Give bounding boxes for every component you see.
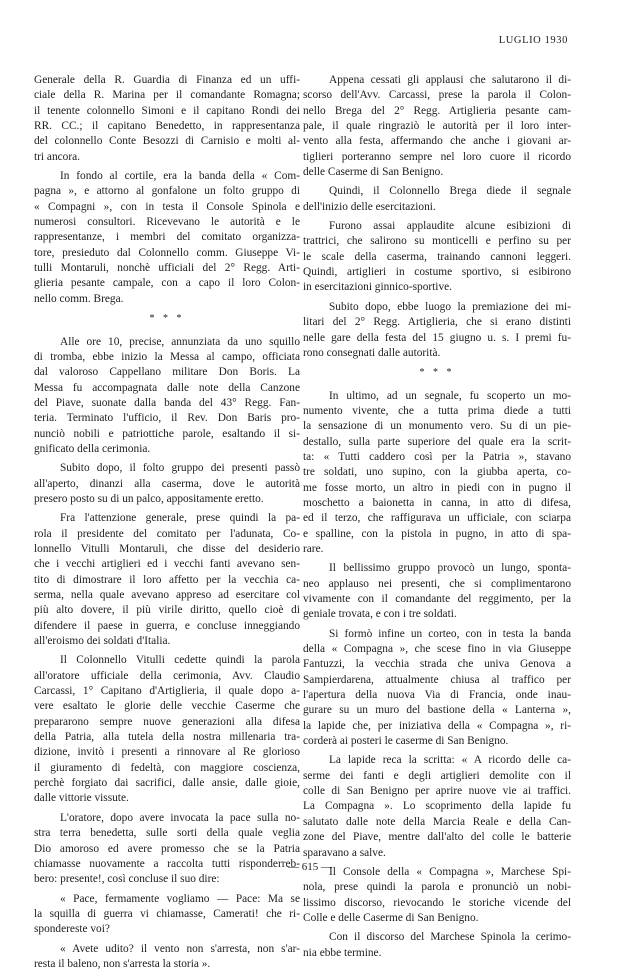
text-line: in esercitazioni ginnico-sportive. xyxy=(303,281,452,294)
text-line: tulli Montaruli, nonchè ufficiali del 2° Regg. Arti- xyxy=(34,262,300,275)
paragraph xyxy=(303,561,571,622)
text-line: salutato dalle note della Marcia Reale e della Can- xyxy=(303,815,571,828)
text-line: litari del 2° Regg. Artiglieria, che si erano distinti xyxy=(303,316,571,329)
text-line: dal valoroso Cappellano militare Don Boris. La xyxy=(34,366,300,379)
text-line: la lapide che, per iniziativa della « Compagna », ri- xyxy=(303,719,571,732)
text-line: vivamente con il comandante del reggimento, per la xyxy=(303,593,571,605)
paragraph xyxy=(34,73,300,165)
text-line: Sampierdarena, attualmente chiusa al traffico per xyxy=(303,673,571,686)
text-line: Subito dopo, ebbe luogo la premiazione dei mi- xyxy=(329,300,571,313)
text-line: serme dei fanti e degli artiglieri demolite con il xyxy=(303,769,571,782)
text-line: Quindi, artiglieri in costume sportivo, si esibirono xyxy=(303,266,571,279)
text-line: serma, nella quale avevano appreso ad esercitare col xyxy=(34,589,300,601)
paragraph xyxy=(303,930,571,961)
text-line: moschetto a baionetta in canna, in atto di difesa, xyxy=(303,496,571,509)
paragraph xyxy=(34,169,300,307)
text-line: ed il terzo, che raffigurava un ufficiale, con sciarpa xyxy=(303,512,571,525)
paragraph xyxy=(303,389,571,558)
text-line: L'oratore, dopo avere invocata la pace sulla no- xyxy=(60,811,300,824)
paragraph xyxy=(303,184,571,215)
text-line: zone del Piave, mentre dall'alto del colle le batterie xyxy=(303,831,571,844)
text-line: scorso dell'Avv. Carcassi, prese la parola il Colon- xyxy=(303,89,571,102)
text-line: tore, presieduto dal Colonnello comm. Giuseppe Vi- xyxy=(34,246,300,259)
text-line: ta: « Tutti caddero così per la Patria », stavano xyxy=(303,450,571,463)
text-line: Generale della R. Guardia di Finanza ed un uffi- xyxy=(34,74,300,86)
text-line: tiglieri porteranno sempre nel loro cuore il ricordo xyxy=(303,150,571,163)
running-head: LUGLIO 1930 xyxy=(498,35,568,46)
text-line: Furono assai applaudite alcune esibizioni di xyxy=(329,220,571,233)
section-separator: * * * xyxy=(149,313,185,325)
text-line: La lapide reca la scritta: « A ricordo delle ca- xyxy=(329,754,571,767)
text-line: Il bellissimo gruppo provocò un lungo, sponta- xyxy=(329,562,571,575)
text-line: del Piave, suonate dalla banda del 43° Regg. Fan- xyxy=(34,396,300,409)
text-line: il giuramento di fedeltà, con maggiore coscienza, xyxy=(34,761,300,774)
text-line: resta il baleno, non s'arresta la storia ». xyxy=(34,957,211,970)
text-line: lissimo discorso, rievocando le storiche vicende del xyxy=(303,896,571,909)
text-line: glieria pesante campale, con a capo il loro Colon- xyxy=(34,277,300,290)
text-line: più alto dovere, il più virile diritto, quello cioè di xyxy=(34,604,300,617)
text-line: che i vecchi artiglieri ed i vecchi fanti avevano sen- xyxy=(34,558,300,571)
text-line: presero posto su di un palco, appositamente eretto. xyxy=(34,492,264,505)
text-line: rono consegnati dalle autorità. xyxy=(303,346,441,359)
text-line: nola, prese quindi la parola e pronunciò un nobi- xyxy=(303,881,571,894)
text-line: bero: presente!, così concluse il suo dire: xyxy=(34,873,220,886)
text-line: tri ancora. xyxy=(34,150,80,163)
text-line: sparavano a salve. xyxy=(303,846,386,859)
text-line: all'eroismo dei soldati d'Italia. xyxy=(34,635,171,648)
text-line: la squilla di guerra vi chiamasse, Camerati! che ri- xyxy=(34,907,300,920)
text-line: Quindi, il Colonnello Brega diede il segnale xyxy=(329,185,571,198)
text-line: vento alla festa, affermando che anche i giovani ar- xyxy=(303,135,571,148)
text-line: Dio amoroso ed avere promesso che se la Patria xyxy=(34,842,300,855)
right-column xyxy=(303,73,571,965)
text-line: nello comm. Brega. xyxy=(34,292,124,305)
text-line: e spalline, con la pistola in pugno, in atto di spa- xyxy=(303,527,571,540)
text-line: stra terra benedetta, sulle sorti della quale veglia xyxy=(34,827,300,840)
text-line: difendere il paese in guerra, e concluse inneggiando xyxy=(34,619,300,632)
text-line: « Avete udito? il vento non s'arresta, non s'ar- xyxy=(60,942,300,955)
text-line: le scale della caserma, trainando cannoni leggeri. xyxy=(303,250,571,263)
text-line: tito di dimostrare il loro affetto per la vecchia ca- xyxy=(34,573,300,586)
paragraph xyxy=(34,335,300,458)
text-line: Appena cessati gli applausi che salutarono il di- xyxy=(329,74,571,86)
text-line: Alle ore 10, precise, annunziata da uno squillo xyxy=(60,335,300,348)
text-line: vere esaltato le glorie delle vecchie Caserme che xyxy=(34,700,300,713)
text-line: Con il discorso del Marchese Spinola la cerimo- xyxy=(329,931,571,944)
text-line: pale, il quale ringraziò le autorità per il loro inter- xyxy=(303,120,571,133)
text-line: il tenente colonnello Simoni e il capitano Rondi dei xyxy=(34,104,300,117)
text-line: gnificato della cerimonia. xyxy=(34,442,151,455)
text-line: di tromba, ebbe inizio la Messa al campo, officiata xyxy=(34,350,300,363)
text-line: Colle e delle Caserme di San Benigno. xyxy=(303,911,479,924)
text-line: trattrici, che salirono su monticelli e perfino su per xyxy=(303,235,571,248)
text-line: « Pace, fermamente vogliamo — Pace: Ma se xyxy=(60,892,300,905)
text-line: Si formò infine un corteo, con in testa la banda xyxy=(329,627,571,640)
text-line: lonnello Vitulli Montaruli, che disse del desiderio xyxy=(34,542,300,555)
paragraph xyxy=(303,753,571,860)
text-line: prepararono sempre nuove generazioni alla difesa xyxy=(34,715,300,728)
text-line: tre soldati, uno supino, con la giubba aperta, co- xyxy=(303,466,571,479)
text-line: spondereste voi? xyxy=(34,923,110,936)
text-line: Carcassi, 1° Capitano d'Artiglieria, il quale dopo a- xyxy=(34,685,300,698)
text-line: geniale trovata, e con i tre soldati. xyxy=(303,608,457,621)
text-line: chiamasse nuovamente a raccolta tutti risponderreb- xyxy=(34,857,300,870)
text-line: me fosse morto, un altro in piedi con in pugno il xyxy=(303,481,571,494)
text-line: nello Brega del 2° Regg. Artiglieria pesante cam- xyxy=(303,104,571,117)
text-line: nelle gare della festa del 15 giugno u. s. I premi fu- xyxy=(303,331,571,344)
text-line: neo applauso nei presenti, che si complimentarono xyxy=(303,577,571,590)
text-line: rappresentanze, i membri del comitato organizza- xyxy=(34,231,300,244)
text-line: nia ebbe termine. xyxy=(303,946,382,959)
text-line: rola il presidente del comitato per l'adunata, Co- xyxy=(34,527,300,540)
text-line: destallo, sulla parte superiore del quale era la scrit- xyxy=(303,435,571,448)
text-line: del colonnello Conte Besozzi di Carnisio e molti al- xyxy=(34,135,300,148)
paragraph xyxy=(303,627,571,750)
text-line: della Patria, alla tutela della nostra millenaria tra- xyxy=(34,731,300,744)
paragraph xyxy=(34,511,300,649)
text-line: In ultimo, ad un segnale, fu scoperto un mo- xyxy=(329,389,571,402)
paragraph xyxy=(34,942,300,973)
text-line: della « Compagna », che scese fino in via Giuseppe xyxy=(303,643,571,656)
text-line: La Compagna ». Lo scoprimento della lapide fu xyxy=(303,800,571,813)
paragraph xyxy=(303,219,571,296)
text-line: Subito dopo, il folto gruppo dei presenti passò xyxy=(60,462,300,475)
text-line: la sensazione di un monumento vero. Su di un pie- xyxy=(303,420,571,433)
text-line: all'oratore ufficiale della cerimonia, Avv. Claudio xyxy=(34,669,300,682)
text-line: In fondo al cortile, era la banda della « Com- xyxy=(60,170,300,183)
text-line: RR. CC.; il capitano Benedetto, in rappresentanza xyxy=(34,120,300,133)
paragraph xyxy=(34,892,300,938)
paragraph xyxy=(34,461,300,507)
text-line: pagna », e attorno al gonfalone un folto gruppo di xyxy=(34,185,300,198)
paragraph xyxy=(34,653,300,806)
text-line: ciale della R. Marina per il comandante Romagna; xyxy=(34,89,300,102)
text-line: rare. xyxy=(303,542,324,555)
text-line: Fra l'attenzione generale, prese quindi la pa- xyxy=(60,512,300,525)
text-line: nunciò nobili e patriottiche parole, esaltando il si- xyxy=(34,427,300,440)
left-column xyxy=(34,73,300,976)
text-line: « Compagni », con in testa il Console Spinola e xyxy=(34,200,300,213)
text-line: corderà ai posteri le caserme di San Benigno. xyxy=(303,735,509,748)
text-line: numerosi consultori. Ricevevano le autorità e le xyxy=(34,216,300,229)
section-separator: * * * xyxy=(419,367,455,379)
page-number: — 615 — xyxy=(288,861,332,873)
text-line: Il Console della « Compagna », Marchese Spi- xyxy=(329,865,571,878)
text-line: Fantuzzi, la vecchia strada che univa Genova a xyxy=(303,658,571,671)
text-line: teria. Terminato l'ufficio, il Rev. Don Baris pro- xyxy=(34,412,300,425)
text-line: dizione, invitò i presenti a rinnovare al Re glorioso xyxy=(34,746,300,759)
text-line: gurare su un muro del bastione della « Lanterna », xyxy=(303,704,571,717)
text-line: delle Caserme di San Benigno. xyxy=(303,166,444,179)
text-line: l'apertura della nuova Via di Francia, onde inau- xyxy=(303,689,571,702)
text-line: Il Colonnello Vitulli cedette quindi la parola xyxy=(60,654,300,667)
text-line: perchè forgiato dai sacrifici, dalle ansie, dalle gioie, xyxy=(34,777,300,790)
paragraph xyxy=(303,865,571,926)
text-line: numento vivente, che a tutta prima diede a tutti xyxy=(303,404,571,417)
paragraph xyxy=(303,300,571,361)
text-line: all'aperto, dinanzi alla caserma, dove le autorità xyxy=(34,477,300,490)
text-line: Messa fu accompagnata dalle note della Canzone xyxy=(34,381,300,394)
paragraph xyxy=(34,811,300,888)
paragraph xyxy=(303,73,571,180)
text-line: dalle vittorie vissute. xyxy=(34,792,129,805)
text-line: colle di San Benigno per aprire nuove vie ai traffici. xyxy=(303,785,571,798)
text-line: dell'inizio delle esercitazioni. xyxy=(303,200,436,213)
